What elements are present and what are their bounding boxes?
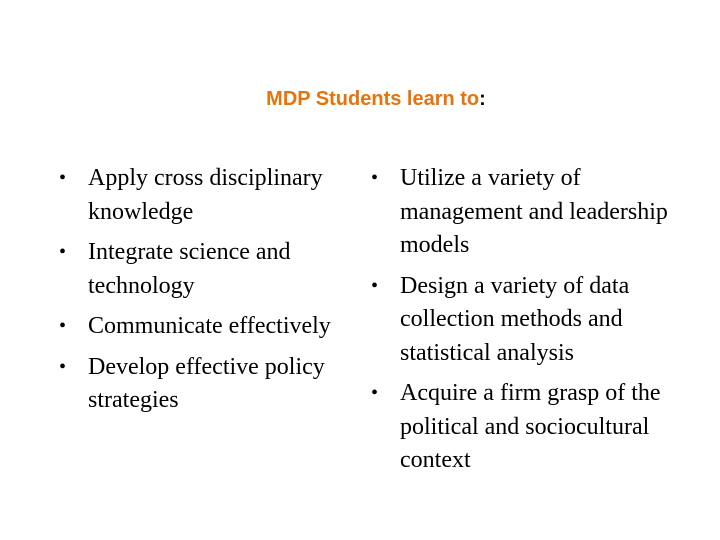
slide-title-text: MDP Students learn to bbox=[266, 88, 480, 110]
bullet-icon: • bbox=[59, 241, 67, 263]
left-bullet-column bbox=[56, 162, 346, 425]
bullet-text: Communicate effectively bbox=[88, 313, 331, 339]
bullet-item bbox=[368, 162, 698, 263]
right-bullet-column bbox=[368, 162, 698, 485]
bullet-item bbox=[56, 310, 346, 344]
bullet-text: Acquire a firm grasp of the political and sociocultural context bbox=[400, 380, 661, 473]
bullet-icon: • bbox=[371, 274, 379, 297]
bullet-icon: • bbox=[59, 355, 67, 378]
slide-title-colon: : bbox=[479, 88, 486, 110]
bullet-text: Utilize a variety of management and leadership models bbox=[400, 165, 668, 258]
bullet-icon: • bbox=[59, 167, 67, 189]
bullet-text: Develop effective policy strategies bbox=[88, 353, 325, 413]
bullet-text: Apply cross disciplinary knowledge bbox=[88, 165, 323, 225]
right-bullet-list bbox=[368, 162, 698, 478]
bullet-text: Integrate science and technology bbox=[88, 239, 291, 299]
bullet-icon: • bbox=[371, 167, 379, 189]
bullet-icon: • bbox=[59, 315, 67, 337]
bullet-icon: • bbox=[371, 382, 379, 404]
left-bullet-list bbox=[56, 162, 346, 418]
bullet-item bbox=[56, 162, 346, 229]
bullet-item bbox=[368, 377, 698, 478]
bullet-text: Design a variety of data collection methods and statistical analysis bbox=[400, 272, 630, 366]
bullet-item bbox=[56, 351, 346, 418]
bullet-item bbox=[368, 270, 698, 371]
bullet-item bbox=[56, 236, 346, 303]
slide-title bbox=[0, 88, 720, 111]
